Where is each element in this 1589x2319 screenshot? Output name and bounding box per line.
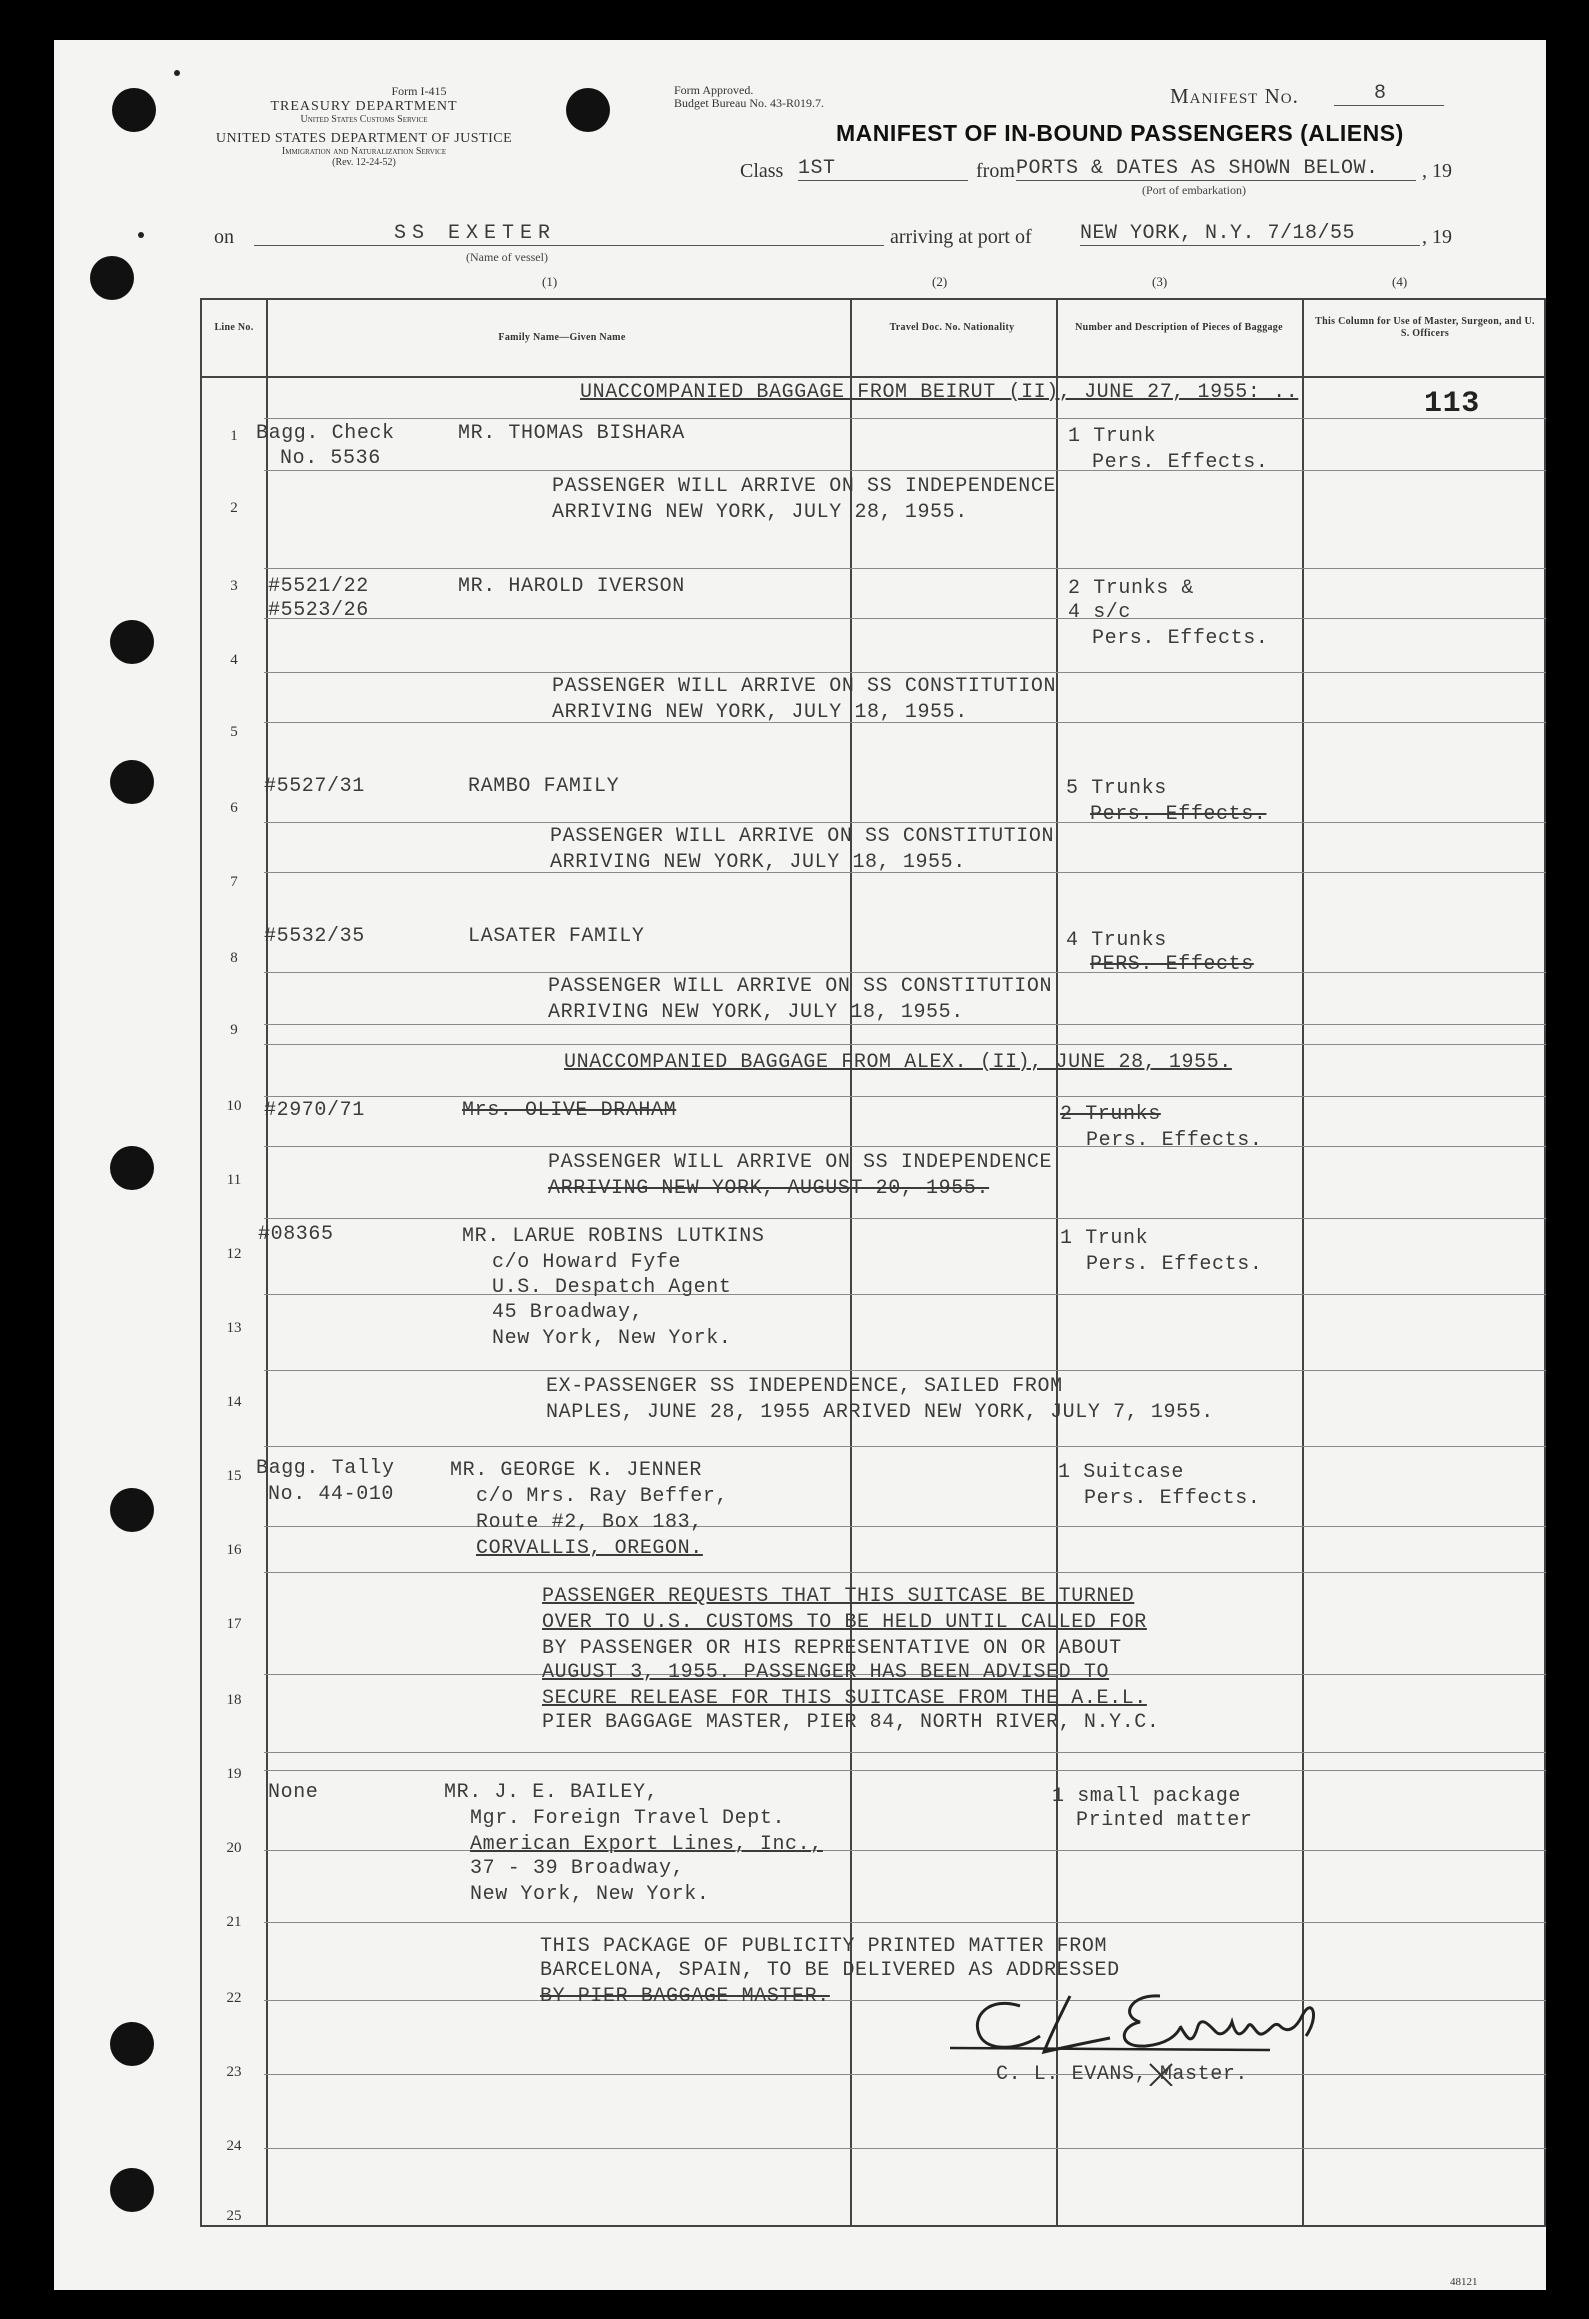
e5-note1: PASSENGER WILL ARRIVE ON SS INDEPENDENCE [548, 1151, 1053, 1174]
e6-bag2: Pers. Effects. [1086, 1253, 1263, 1276]
arriving-value: NEW YORK, N.Y. 7/18/55 [1080, 222, 1420, 246]
on-label: on [214, 226, 234, 248]
row-separator [264, 470, 1546, 471]
line-number: 11 [226, 1172, 242, 1188]
line-number: 16 [226, 1542, 242, 1558]
row-separator [264, 1922, 1546, 1923]
e2-bag3: Pers. Effects. [1092, 627, 1269, 650]
e3-note1: PASSENGER WILL ARRIVE ON SS CONSTITUTION [550, 825, 1055, 848]
line-number: 7 [230, 874, 238, 890]
e1-note2: ARRIVING NEW YORK, JULY 28, 1955. [552, 501, 968, 524]
justice-dept: UNITED STATES DEPARTMENT OF JUSTICE [215, 131, 513, 146]
punch-hole [110, 1146, 154, 1190]
dot-mark [174, 70, 180, 76]
row-separator [264, 1044, 1546, 1045]
form-header-left [214, 84, 514, 168]
e2-bag1: 2 Trunks & [1068, 577, 1195, 600]
e7-addr2: Route #2, Box 183, [476, 1511, 703, 1534]
row-separator [264, 1752, 1546, 1753]
punch-hole [112, 88, 156, 132]
row-separator [264, 1294, 1546, 1295]
e3-ref: #5527/31 [264, 775, 365, 798]
row-separator [264, 2148, 1546, 2149]
line-number: 1 [230, 428, 238, 444]
row-separator [264, 1526, 1546, 1527]
line-number: 10 [226, 1098, 242, 1114]
e3-bag2: Pers. Effects. [1090, 803, 1267, 826]
row-separator [264, 1146, 1546, 1147]
ins-service: Immigration and Naturalization Service [281, 146, 447, 157]
e2-bag2: 4 s/c [1068, 601, 1132, 624]
manifest-title: MANIFEST OF IN-BOUND PASSENGERS (ALIENS) [836, 120, 1404, 146]
e6-bag1: 1 Trunk [1060, 1227, 1149, 1250]
e8-addr4: New York, New York. [470, 1883, 710, 1906]
e8-addr3: 37 - 39 Broadway, [470, 1857, 685, 1880]
manifest-label: Manifest No. [1170, 84, 1299, 108]
e2-note1: PASSENGER WILL ARRIVE ON SS CONSTITUTION [552, 675, 1057, 698]
e7-note4: AUGUST 3, 1955. PASSENGER HAS BEEN ADVISED TO [542, 1661, 1110, 1684]
punch-hole [110, 2022, 154, 2066]
e6-ref: #08365 [258, 1223, 334, 1246]
col-officers: This Column for Use of Master, Surgeon, and U. S. Officers [1315, 316, 1535, 339]
e4-note1: PASSENGER WILL ARRIVE ON SS CONSTITUTION [548, 975, 1053, 998]
e8-note3: BY PIER BAGGAGE MASTER. [540, 1985, 830, 2008]
e6-addr1: c/o Howard Fyfe [492, 1251, 682, 1274]
form-approval [674, 84, 824, 110]
form-number: Form I-415 [391, 84, 447, 98]
punch-hole [110, 1488, 154, 1532]
e5-name: Mrs. OLIVE DRAHAM [462, 1099, 677, 1122]
col-divider [1302, 300, 1304, 2225]
col-num-1: (1) [542, 274, 558, 289]
e2-name: MR. HAROLD IVERSON [458, 575, 685, 598]
e4-note2: ARRIVING NEW YORK, JULY 18, 1955. [548, 1001, 964, 1024]
heading-beirut: UNACCOMPANIED BAGGAGE FROM BEIRUT (II), JUNE 27, 1955: .. [580, 381, 1299, 404]
line-number: 22 [226, 1990, 242, 2006]
manifest-number: 8 [1334, 82, 1444, 106]
e7-name: MR. GEORGE K. JENNER [450, 1459, 703, 1482]
line-number: 6 [230, 800, 238, 816]
treasury-dept: TREASURY DEPARTMENT [270, 99, 458, 114]
line-number: 13 [226, 1320, 242, 1336]
e8-bag1: 1 small package [1052, 1785, 1242, 1808]
e8-note1: THIS PACKAGE OF PUBLICITY PRINTED MATTER FROM [540, 1935, 1108, 1958]
e8-bag2: Printed matter [1076, 1809, 1253, 1832]
line-number: 3 [230, 578, 238, 594]
e7-note2: OVER TO U.S. CUSTOMS TO BE HELD UNTIL CALLED FOR [542, 1611, 1147, 1634]
line-number: 17 [226, 1616, 242, 1632]
year-suffix-2: , 19 [1422, 226, 1452, 248]
class-value: 1ST [798, 157, 968, 181]
row-separator [264, 972, 1546, 973]
e1-ref2: No. 5536 [280, 447, 381, 470]
line-number: 24 [226, 2138, 242, 2154]
e4-bag1: 4 Trunks [1066, 929, 1167, 952]
col-num-4: (4) [1392, 274, 1408, 289]
e2-note2: ARRIVING NEW YORK, JULY 18, 1955. [552, 701, 968, 724]
line-number: 12 [226, 1246, 242, 1262]
e7-addr1: c/o Mrs. Ray Beffer, [476, 1485, 729, 1508]
port-caption: (Port of embarkation) [1142, 183, 1246, 197]
e3-note2: ARRIVING NEW YORK, JULY 18, 1955. [550, 851, 966, 874]
e2-ref1: #5521/22 [268, 575, 369, 598]
e2-ref2: #5523/26 [268, 599, 369, 622]
punch-hole [110, 620, 154, 664]
e8-ref: None [268, 1781, 319, 1804]
line-number: 2 [230, 500, 238, 516]
from-label: from [976, 160, 1015, 182]
row-separator [264, 418, 1546, 419]
line-number: 21 [226, 1914, 242, 1930]
row-separator [264, 568, 1546, 569]
row-separator [264, 1572, 1546, 1573]
line-number: 9 [230, 1022, 238, 1038]
e6-addr4: New York, New York. [492, 1327, 732, 1350]
e6-addr2: U.S. Despatch Agent [492, 1276, 732, 1299]
line-number: 23 [226, 2064, 242, 2080]
e7-note6: PIER BAGGAGE MASTER, PIER 84, NORTH RIVER, N.Y.C. [542, 1711, 1160, 1734]
form-revision: (Rev. 12-24-52) [332, 157, 396, 168]
row-separator [264, 1096, 1546, 1097]
line-number: 4 [230, 652, 238, 668]
e7-addr3: CORVALLIS, OREGON. [476, 1537, 703, 1560]
e8-addr2: American Export Lines, Inc., [470, 1833, 823, 1856]
row-separator [264, 1770, 1546, 1771]
class-label: Class [740, 160, 784, 182]
row-separator [264, 822, 1546, 823]
e6-note2: NAPLES, JUNE 28, 1955 ARRIVED NEW YORK, JULY 7, 1955. [546, 1401, 1214, 1424]
from-value: PORTS & DATES AS SHOWN BELOW. [1016, 157, 1416, 181]
e6-note1: EX-PASSENGER SS INDEPENDENCE, SAILED FROM [546, 1375, 1063, 1398]
line-number: 5 [230, 724, 238, 740]
punch-hole [110, 2168, 154, 2212]
punch-hole [110, 760, 154, 804]
form-approved: Form Approved. [674, 83, 754, 97]
e5-ref: #2970/71 [264, 1099, 365, 1122]
e1-ref: Bagg. Check [256, 422, 395, 445]
line-number: 8 [230, 950, 238, 966]
row-separator [264, 672, 1546, 673]
e5-note2: ARRIVING NEW YORK, AUGUST 20, 1955. [548, 1177, 990, 1200]
row-separator [264, 1850, 1546, 1851]
col-travel-doc: Travel Doc. No. Nationality [889, 322, 1015, 333]
col-num-3: (3) [1152, 274, 1168, 289]
dot-mark [138, 232, 144, 238]
e5-bag2: Pers. Effects. [1086, 1129, 1263, 1152]
e1-note1: PASSENGER WILL ARRIVE ON SS INDEPENDENCE [552, 475, 1057, 498]
row-separator [264, 1370, 1546, 1371]
e3-name: RAMBO FAMILY [468, 775, 620, 798]
page-count: 113 [1424, 387, 1480, 421]
vessel-name: SS EXETER [254, 222, 884, 246]
budget-bureau: Budget Bureau No. 43-R019.7. [674, 96, 824, 110]
punch-hole [566, 88, 610, 132]
e8-addr1: Mgr. Foreign Travel Dept. [470, 1807, 786, 1830]
col-name: Family Name—Given Name [498, 332, 626, 343]
line-number: 14 [226, 1394, 242, 1410]
line-number: 19 [226, 1766, 242, 1782]
e6-name: MR. LARUE ROBINS LUTKINS [462, 1225, 765, 1248]
e7-bag2: Pers. Effects. [1084, 1487, 1261, 1510]
e5-bag1: 2 Trunks [1060, 1103, 1161, 1126]
e6-addr3: 45 Broadway, [492, 1301, 644, 1324]
signature-typed: C. L. EVANS, Master. [996, 2063, 1249, 2086]
e7-note1: PASSENGER REQUESTS THAT THIS SUITCASE BE TURNED [542, 1585, 1135, 1608]
row-separator [264, 1218, 1546, 1219]
e7-note5: SECURE RELEASE FOR THIS SUITCASE FROM THE A.E.L. [542, 1687, 1147, 1710]
e7-ref2: No. 44-010 [268, 1483, 395, 1506]
heading-alex: UNACCOMPANIED BAGGAGE FROM ALEX. (II), JUNE 28, 1955. [564, 1051, 1232, 1074]
e1-name: MR. THOMAS BISHARA [458, 422, 685, 445]
row-separator [264, 618, 1546, 619]
col-line-no: Line No. [214, 322, 254, 333]
e4-ref: #5532/35 [264, 925, 365, 948]
line-number: 15 [226, 1468, 242, 1484]
col-baggage: Number and Description of Pieces of Baggage [1075, 322, 1283, 333]
e4-name: LASATER FAMILY [468, 925, 645, 948]
e7-bag1: 1 Suitcase [1058, 1461, 1185, 1484]
e3-bag1: 5 Trunks [1066, 777, 1167, 800]
row-separator [264, 1446, 1546, 1447]
e7-note3: BY PASSENGER OR HIS REPRESENTATIVE ON OR ABOUT [542, 1637, 1122, 1660]
e8-name: MR. J. E. BAILEY, [444, 1781, 659, 1804]
year-suffix: , 19 [1422, 160, 1452, 182]
line-number: 25 [226, 2208, 242, 2224]
e1-bag2: Pers. Effects. [1092, 451, 1269, 474]
line-number: 18 [226, 1692, 242, 1708]
customs-service: United States Customs Service [300, 114, 428, 125]
e7-ref1: Bagg. Tally [256, 1457, 395, 1480]
footer-code: 48121 [1450, 2276, 1478, 2288]
vessel-caption: (Name of vessel) [466, 250, 548, 264]
line-number: 20 [226, 1840, 242, 1856]
e8-note2: BARCELONA, SPAIN, TO BE DELIVERED AS ADDRESSED [540, 1959, 1120, 1982]
e1-bag1: 1 Trunk [1068, 425, 1157, 448]
e4-bag2: PERS. Effects [1090, 953, 1254, 976]
punch-hole [90, 256, 134, 300]
arriving-label: arriving at port of [890, 226, 1032, 248]
header-divider [202, 376, 1544, 378]
col-num-2: (2) [932, 274, 948, 289]
